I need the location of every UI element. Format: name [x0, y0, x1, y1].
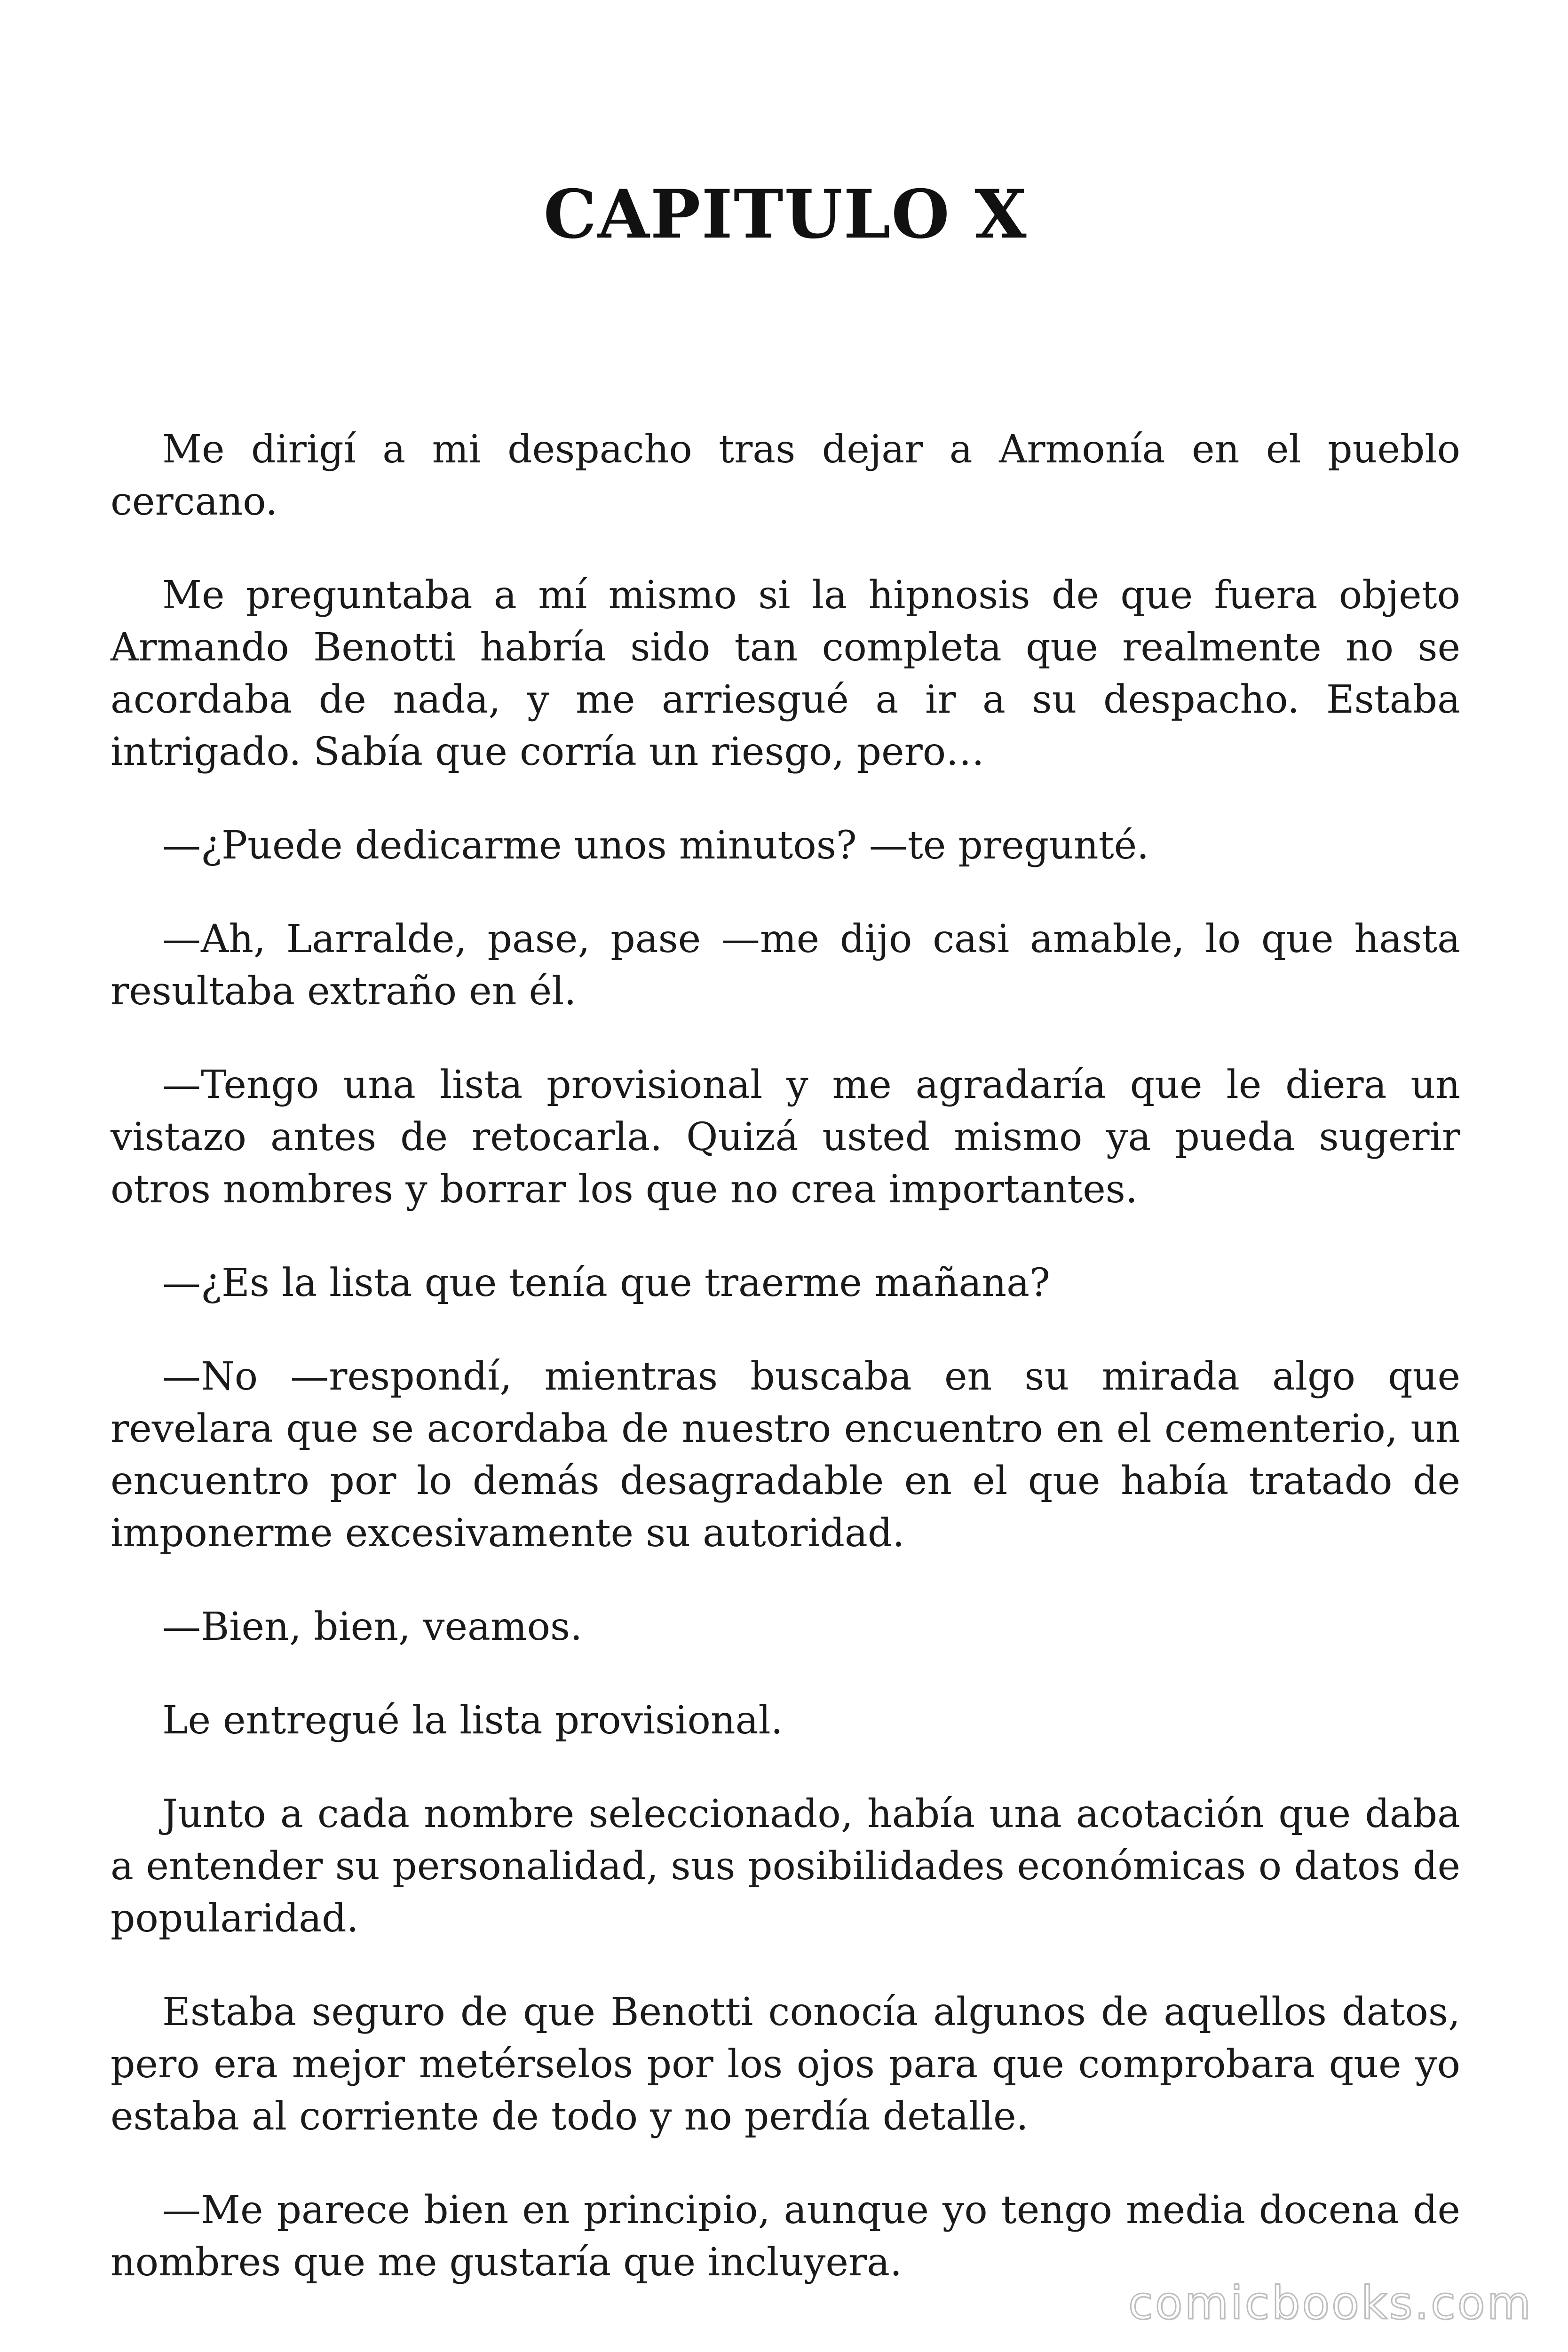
- paragraph: —¿Puede dedicarme unos minutos? —te pregunté.: [162, 823, 1149, 868]
- site-watermark: comicbooks.com: [1128, 2277, 1533, 2329]
- chapter-title: CAPITULO X: [543, 175, 1028, 254]
- paragraph: Me dirigí a mi despacho tras dejar a Armonía en el pueblo cercano.: [111, 427, 1460, 524]
- paragraph: —Tengo una lista provisional y me agradaría que le diera un vistazo antes de retocarla. Quizá usted mismo ya pueda sugerir otros nombres y borrar los que no crea importantes.: [111, 1063, 1460, 1212]
- paragraph: —Ah, Larralde, pase, pase —me dijo casi amable, lo que hasta resultaba extraño en él.: [111, 917, 1460, 1014]
- book-page: [111, 0, 1460, 2352]
- paragraph: Le entregué la lista provisional.: [162, 1698, 783, 1743]
- chapter-body: [111, 423, 1460, 2330]
- paragraph: Me preguntaba a mí mismo si la hipnosis de que fuera objeto Armando Benotti habría sido tan completa que realmente no se acordaba de nada, y me arriesgué a ir a su despacho. Estaba intrigado. Sabía que corría un riesgo, pero…: [111, 573, 1460, 774]
- paragraph: —No —respondí, mientras buscaba en su mirada algo que revelara que se acordaba de nuestro encuentro en el cementerio, un encuentro por lo demás desagradable en el que había tratado de imponerme excesivamente su autoridad.: [111, 1354, 1460, 1556]
- paragraph: —Me parece bien en principio, aunque yo tengo media docena de nombres que me gustaría que incluyera.: [111, 2188, 1460, 2285]
- paragraph: Junto a cada nombre seleccionado, había una acotación que daba a entender su personalidad, sus posibilidades económicas o datos de popularidad.: [111, 1792, 1460, 1941]
- paragraph: Estaba seguro de que Benotti conocía algunos de aquellos datos, pero era mejor metérselos por los ojos para que comprobara que yo estaba al corriente de todo y no perdía detalle.: [111, 1990, 1460, 2139]
- paragraph: —¿Es la lista que tenía que traerme mañana?: [162, 1261, 1050, 1305]
- paragraph: —Bien, bien, veamos.: [162, 1605, 583, 1649]
